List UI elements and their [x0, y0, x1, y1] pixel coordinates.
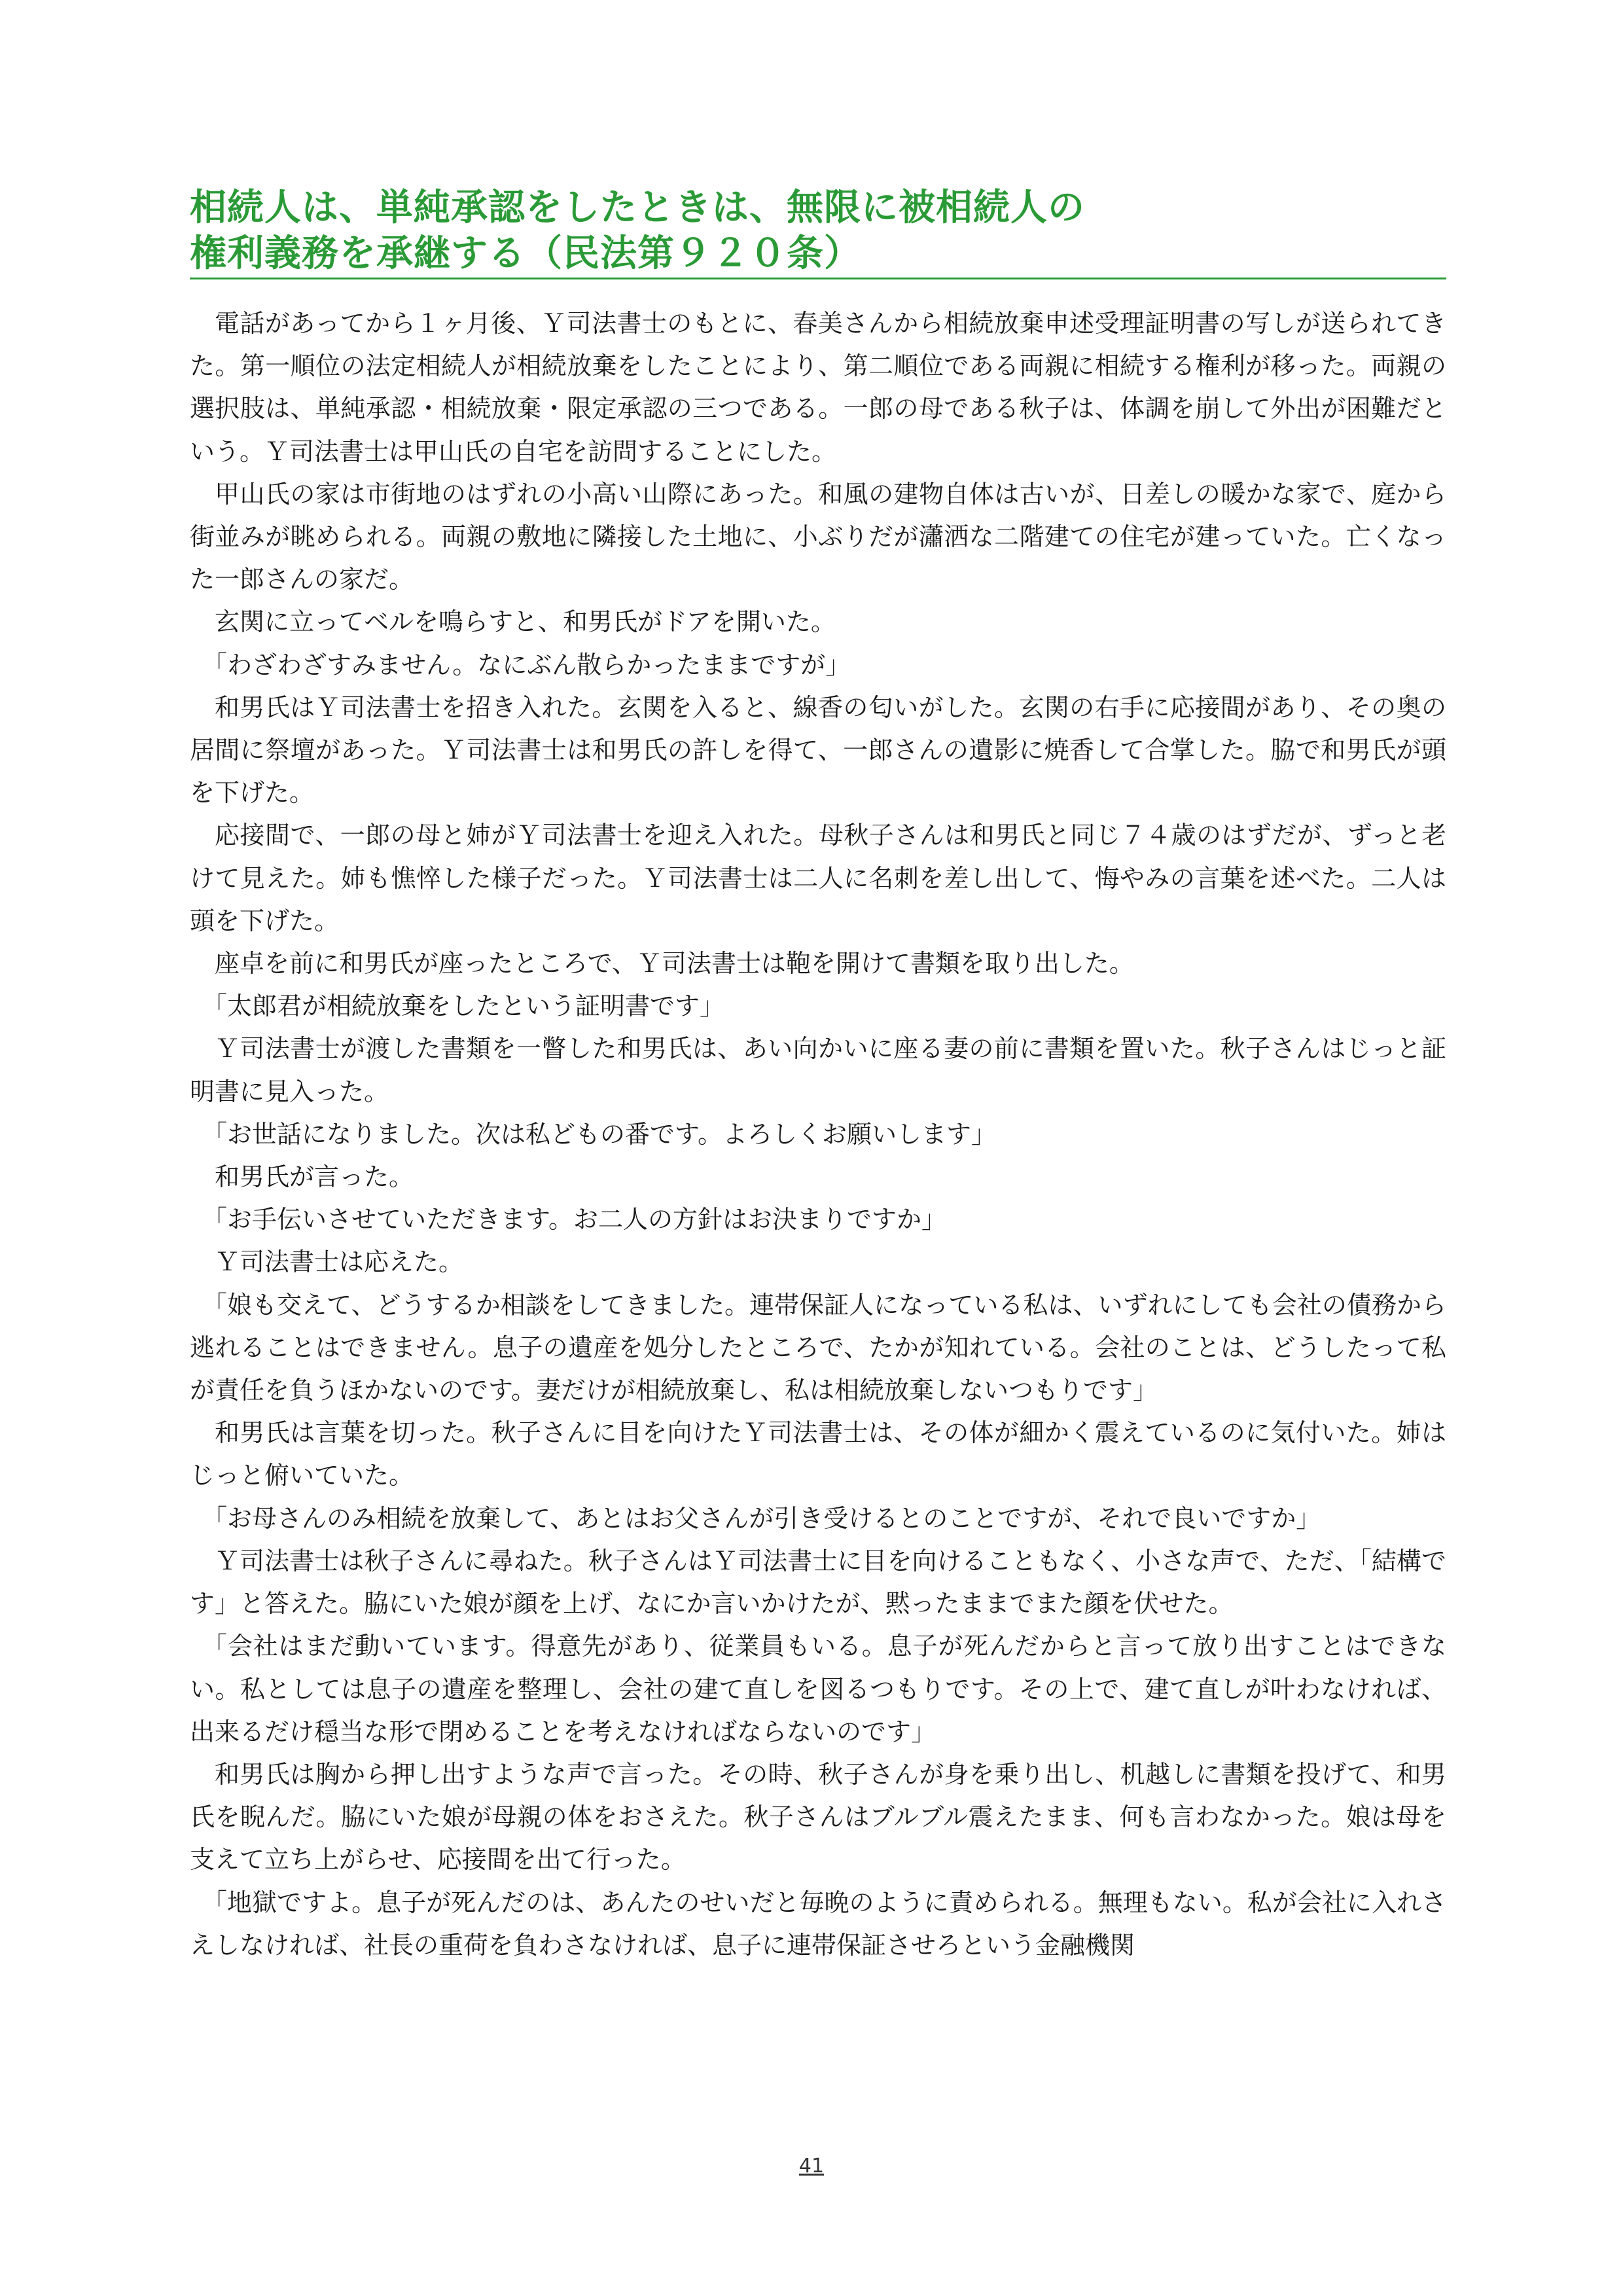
narrative-paragraph: 甲山氏の家は市街地のはずれの小高い山際にあった。和風の建物自体は古いが、日差しの暖かな家で、庭から街並みが眺められる。両親の敷地に隣接した土地に、小ぶりだが瀟洒な二階建ての住宅が建っていた。亡くなった一郎さんの家だ。	[190, 479, 1446, 594]
body-text	[190, 302, 1446, 1967]
dialogue-paragraph: 「お手伝いさせていただきます。お二人の方針はお決まりですか」	[202, 1205, 946, 1234]
heading-line-2: 権利義務を承継する（民法第９２０条）	[190, 232, 861, 275]
section-heading	[190, 185, 1446, 277]
narrative-paragraph: 和男氏が言った。	[215, 1162, 414, 1192]
dialogue-paragraph: 「わざわざすみません。なにぶん散らかったままですが」	[202, 650, 851, 679]
page-number	[0, 2155, 1623, 2178]
dialogue-paragraph: 「地獄ですよ。息子が死んだのは、あんたのせいだと毎晩のように責められる。無理もない。私が会社に入れさえしなければ、社長の重荷を負わさなければ、息子に連帯保証させろという金融機関	[190, 1888, 1446, 1960]
heading-line-1: 相続人は、単純承認をしたときは、無限に被相続人の	[190, 187, 1085, 229]
narrative-paragraph: 応接間で、一郎の母と姉がＹ司法書士を迎え入れた。母秋子さんは和男氏と同じ７４歳のはずだが、ずっと老けて見えた。姉も憔悴した様子だった。Ｙ司法書士は二人に名刺を差し出して、悔やみの言葉を述べた。二人は頭を下げた。	[190, 821, 1446, 935]
narrative-paragraph: 座卓を前に和男氏が座ったところで、Ｙ司法書士は鞄を開けて書類を取り出した。	[215, 949, 1134, 978]
narrative-paragraph: Ｙ司法書士は秋子さんに尋ねた。秋子さんはＹ司法書士に目を向けることもなく、小さな声で、ただ、「結構です」と答えた。脇にいた娘が顔を上げ、なにか言いかけたが、黙ったままでまた顔を伏せた。	[190, 1546, 1446, 1619]
dialogue-paragraph: 「娘も交えて、どうするか相談をしてきました。連帯保証人になっている私は、いずれにしても会社の債務から逃れることはできません。息子の遺産を処分したところで、たかが知れている。会社のことは、どうしたって私が責任を負うほかないのです。妻だけが相続放棄し、私は相続放棄しないつもりです」	[190, 1290, 1446, 1405]
narrative-paragraph: 電話があってから１ヶ月後、Ｙ司法書士のもとに、春美さんから相続放棄申述受理証明書の写しが送られてきた。第一順位の法定相続人が相続放棄をしたことにより、第二順位である両親に相続する権利が移った。両親の選択肢は、単純承認・相続放棄・限定承認の三つである。一郎の母である秋子は、体調を崩して外出が困難だという。Ｙ司法書士は甲山氏の自宅を訪問することにした。	[190, 309, 1446, 466]
narrative-paragraph: 和男氏はＹ司法書士を招き入れた。玄関を入ると、線香の匂いがした。玄関の右手に応接間があり、その奥の居間に祭壇があった。Ｙ司法書士は和男氏の許しを得て、一郎さんの遺影に焼香して合掌した。脇で和男氏が頭を下げた。	[190, 692, 1446, 808]
heading-underline	[190, 278, 1446, 279]
narrative-paragraph: Ｙ司法書士は応えた。	[215, 1247, 464, 1277]
dialogue-paragraph: 「太郎君が相続放棄をしたという証明書です」	[202, 992, 725, 1021]
dialogue-paragraph: 「会社はまだ動いています。得意先があり、従業員もいる。息子が死んだからと言って放り出すことはできない。私としては息子の遺産を整理し、会社の建て直しを図るつもりです。その上で、建て直しが叶わなければ、出来るだけ穏当な形で閉めることを考えなければならないのです」	[190, 1632, 1446, 1746]
dialogue-paragraph: 「お世話になりました。次は私どもの番です。よろしくお願いします」	[202, 1119, 996, 1149]
narrative-paragraph: 和男氏は言葉を切った。秋子さんに目を向けたＹ司法書士は、その体が細かく震えているのに気付いた。姉はじっと俯いていた。	[190, 1418, 1446, 1490]
narrative-paragraph: 和男氏は胸から押し出すような声で言った。その時、秋子さんが身を乗り出し、机越しに書類を投げて、和男氏を睨んだ。脇にいた娘が母親の体をおさえた。秋子さんはブルブル震えたまま、何も言わなかった。娘は母を支えて立ち上がらせ、応接間を出て行った。	[190, 1759, 1446, 1874]
narrative-paragraph: Ｙ司法書士が渡した書類を一瞥した和男氏は、あい向かいに座る妻の前に書類を置いた。秋子さんはじっと証明書に見入った。	[190, 1034, 1446, 1106]
dialogue-paragraph: 「お母さんのみ相続を放棄して、あとはお父さんが引き受けるとのことですが、それで良いですか」	[202, 1503, 1321, 1533]
page-number-label: 41	[798, 2155, 825, 2178]
narrative-paragraph: 玄関に立ってベルを鳴らすと、和男氏がドアを開いた。	[215, 607, 836, 637]
